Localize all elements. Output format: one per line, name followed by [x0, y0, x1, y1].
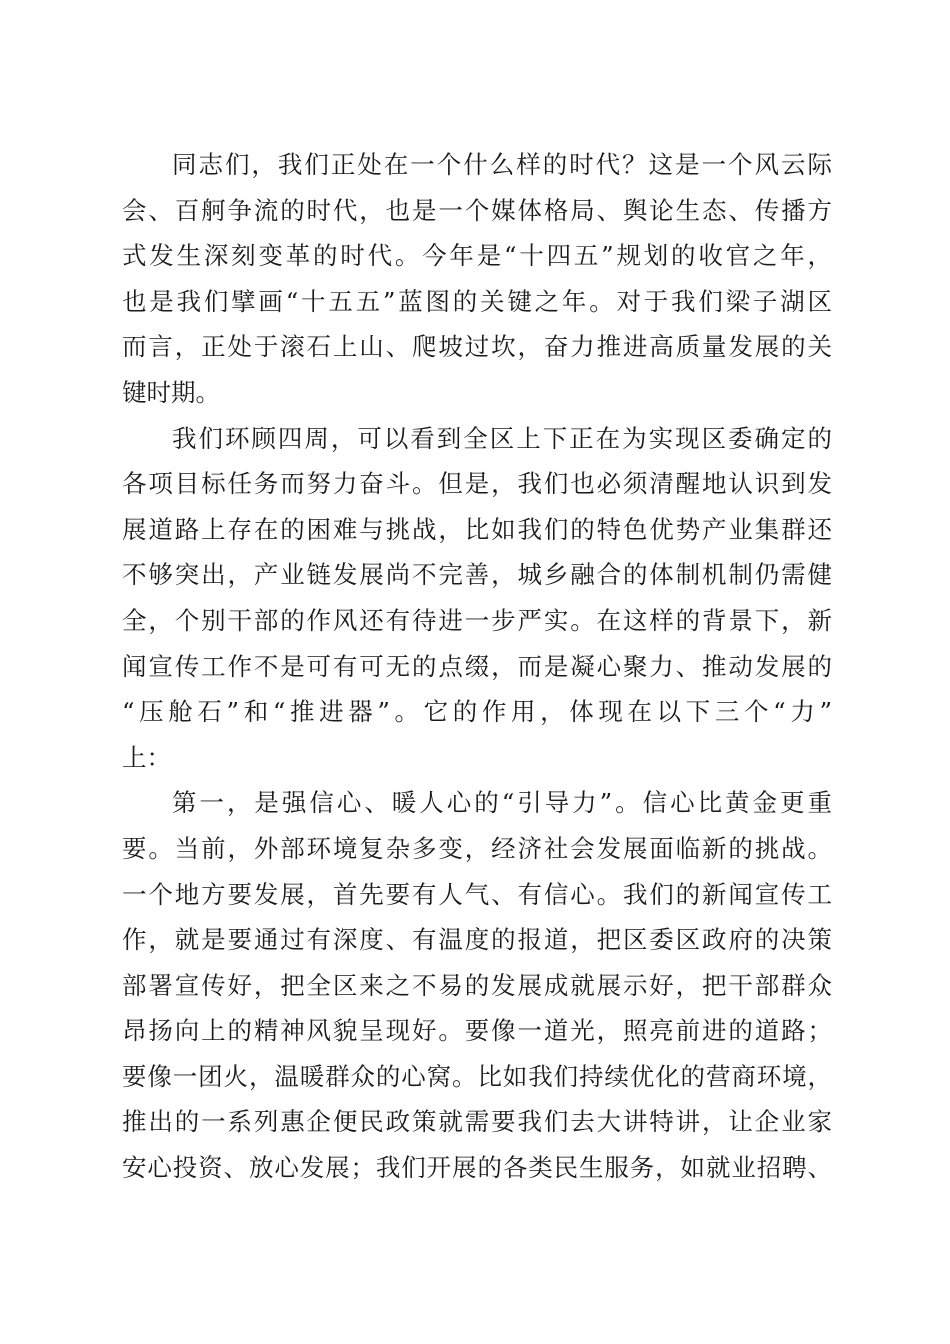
paragraph-3	[122, 780, 832, 1190]
text-line: 展道路上存在的困难与挑战，比如我们的特色优势产业集群还	[122, 514, 832, 544]
text-line: 要像一团火，温暖群众的心窝。比如我们持续优化的营商环境，	[122, 1061, 832, 1091]
text-line: 键时期。	[122, 377, 220, 407]
text-line: 各项目标任务而努力奋斗。但是，我们也必须清醒地认识到发	[122, 469, 832, 499]
body-text	[122, 142, 832, 1191]
text-line: 全，个别干部的作风还有待进一步严实。在这样的背景下，新	[122, 605, 832, 635]
text-line: 要。当前，外部环境复杂多变，经济社会发展面临新的挑战。	[122, 833, 832, 863]
paragraph-1	[122, 142, 832, 416]
text-line: 上：	[122, 742, 171, 772]
text-line: 一个地方要发展，首先要有人气、有信心。我们的新闻宣传工	[122, 879, 832, 909]
text-line: 我们环顾四周，可以看到全区上下正在为实现区委确定的	[172, 423, 832, 453]
text-line: 安心投资、放心发展；我们开展的各类民生服务，如就业招聘、	[122, 1153, 832, 1183]
text-line: 第一，是强信心、暖人心的“引导力”。信心比黄金更重	[172, 788, 832, 818]
text-line: “压舱石”和“推进器”。它的作用，体现在以下三个“力”	[122, 697, 832, 727]
text-line: 也是我们擘画“十五五”蓝图的关键之年。对于我们梁子湖区	[122, 286, 832, 316]
text-line: 同志们，我们正处在一个什么样的时代？这是一个风云际	[172, 150, 832, 179]
text-line: 推出的一系列惠企便民政策就需要我们去大讲特讲，让企业家	[122, 1107, 832, 1137]
text-line: 不够突出，产业链发展尚不完善，城乡融合的体制机制仍需健	[122, 560, 832, 590]
text-line: 闻宣传工作不是可有可无的点缀，而是凝心聚力、推动发展的	[122, 651, 832, 681]
text-line: 昂扬向上的精神风貌呈现好。要像一道光，照亮前进的道路；	[122, 1016, 832, 1046]
text-line: 作，就是要通过有深度、有温度的报道，把区委区政府的决策	[122, 925, 832, 955]
text-line: 会、百舸争流的时代，也是一个媒体格局、舆论生态、传播方	[122, 195, 832, 225]
text-line: 而言，正处于滚石上山、爬坡过坎，奋力推进高质量发展的关	[122, 332, 832, 362]
text-line: 部署宣传好，把全区来之不易的发展成就展示好，把干部群众	[122, 970, 832, 1000]
paragraph-2	[122, 416, 832, 781]
text-line: 式发生深刻变革的时代。今年是“十四五”规划的收官之年，	[122, 241, 832, 271]
